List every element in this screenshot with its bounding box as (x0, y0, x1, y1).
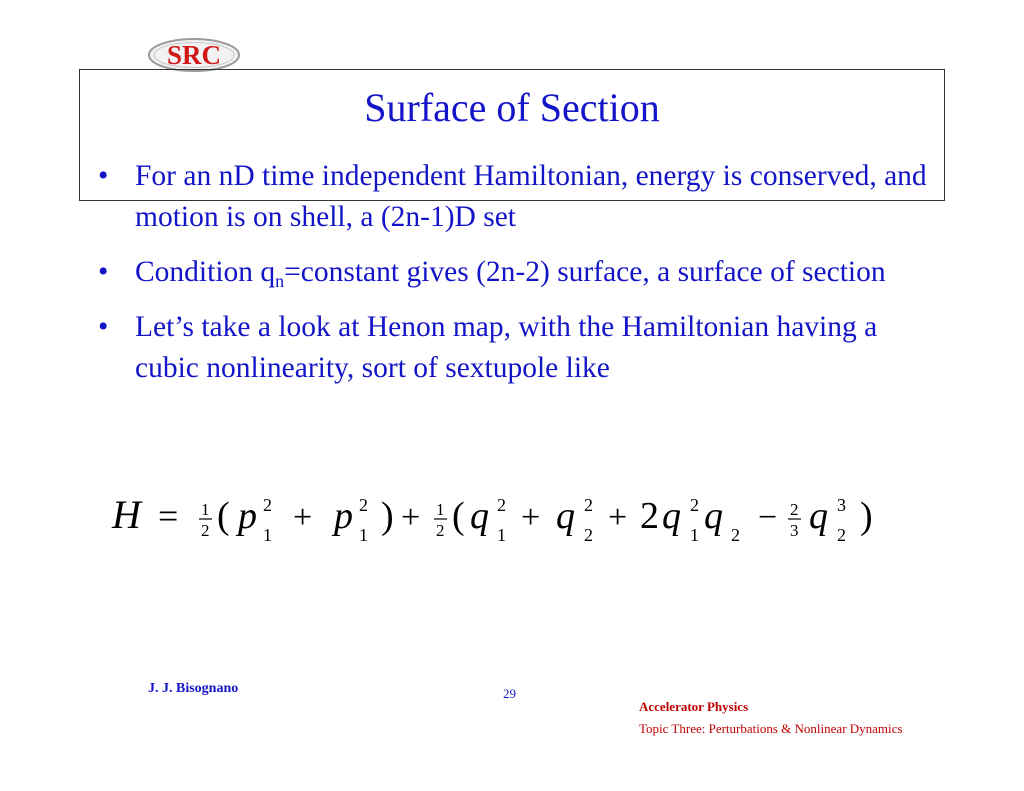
logo-text: SRC (166, 40, 222, 70)
eq-p: p (334, 495, 353, 537)
eq-sub: 2 (837, 525, 846, 545)
bullet-text-start: Condition q (135, 256, 276, 288)
eq-sub: 2 (584, 525, 593, 545)
eq-lparen: ( (452, 495, 465, 537)
eq-equals: = (158, 496, 179, 536)
eq-plus: + (401, 499, 421, 536)
eq-frac-num: 2 (790, 500, 799, 519)
eq-sub: 1 (690, 525, 699, 545)
eq-sup: 2 (497, 495, 506, 515)
eq-plus: + (293, 499, 313, 536)
eq-p: p (238, 495, 257, 537)
eq-plus: + (521, 499, 541, 536)
eq-sup: 2 (690, 495, 699, 515)
bullet-marker: • (98, 311, 109, 343)
eq-rparen: ) (860, 495, 873, 537)
eq-coef: 2 (640, 495, 659, 537)
eq-q: q (556, 495, 575, 537)
bullet-subscript: n (275, 271, 285, 291)
eq-lparen: ( (217, 495, 230, 537)
bullet-marker: • (98, 160, 109, 192)
eq-rparen: ) (381, 495, 394, 537)
eq-q: q (704, 495, 723, 537)
eq-sup: 3 (837, 495, 846, 515)
eq-plus: + (608, 499, 628, 536)
hamiltonian-equation (108, 478, 908, 558)
bullet-list (98, 156, 928, 403)
bullet-item (98, 307, 928, 389)
slide-title: Surface of Section (364, 85, 660, 130)
eq-frac-den: 3 (790, 521, 799, 540)
footer-course: Accelerator Physics (639, 699, 749, 714)
eq-sub: 1 (263, 525, 272, 545)
eq-sub: 2 (731, 525, 740, 545)
bullet-text: Let’s take a look at Henon map, with the Hamiltonian having a cubic nonlinearity, sort of sextupole like (135, 311, 878, 384)
eq-frac-num: 1 (436, 500, 445, 519)
eq-q: q (809, 495, 828, 537)
eq-sup: 2 (584, 495, 593, 515)
bullet-item (98, 156, 928, 238)
eq-frac-den: 2 (436, 521, 445, 540)
page-number: 29 (503, 686, 516, 701)
eq-frac-num: 1 (201, 500, 210, 519)
bullet-marker: • (98, 256, 109, 288)
bullet-text: For an nD time independent Hamiltonian, energy is conserved, and motion is on shell, a (2n-1)D set (135, 160, 927, 233)
eq-frac-den: 2 (201, 521, 210, 540)
eq-q: q (470, 495, 489, 537)
eq-sub: 1 (497, 525, 506, 545)
eq-minus: − (758, 499, 778, 536)
eq-H: H (112, 492, 141, 537)
eq-sup: 2 (263, 495, 272, 515)
footer-topic: Topic Three: Perturbations & Nonlinear Dynamics (639, 721, 903, 736)
bullet-item (98, 252, 928, 293)
bullet-text (135, 256, 886, 291)
bullet-text-end: =constant gives (2n-2) surface, a surface of section (284, 256, 886, 288)
eq-sub: 1 (359, 525, 368, 545)
footer-author: J. J. Bisognano (148, 681, 239, 696)
eq-sup: 2 (359, 495, 368, 515)
eq-q: q (662, 495, 681, 537)
